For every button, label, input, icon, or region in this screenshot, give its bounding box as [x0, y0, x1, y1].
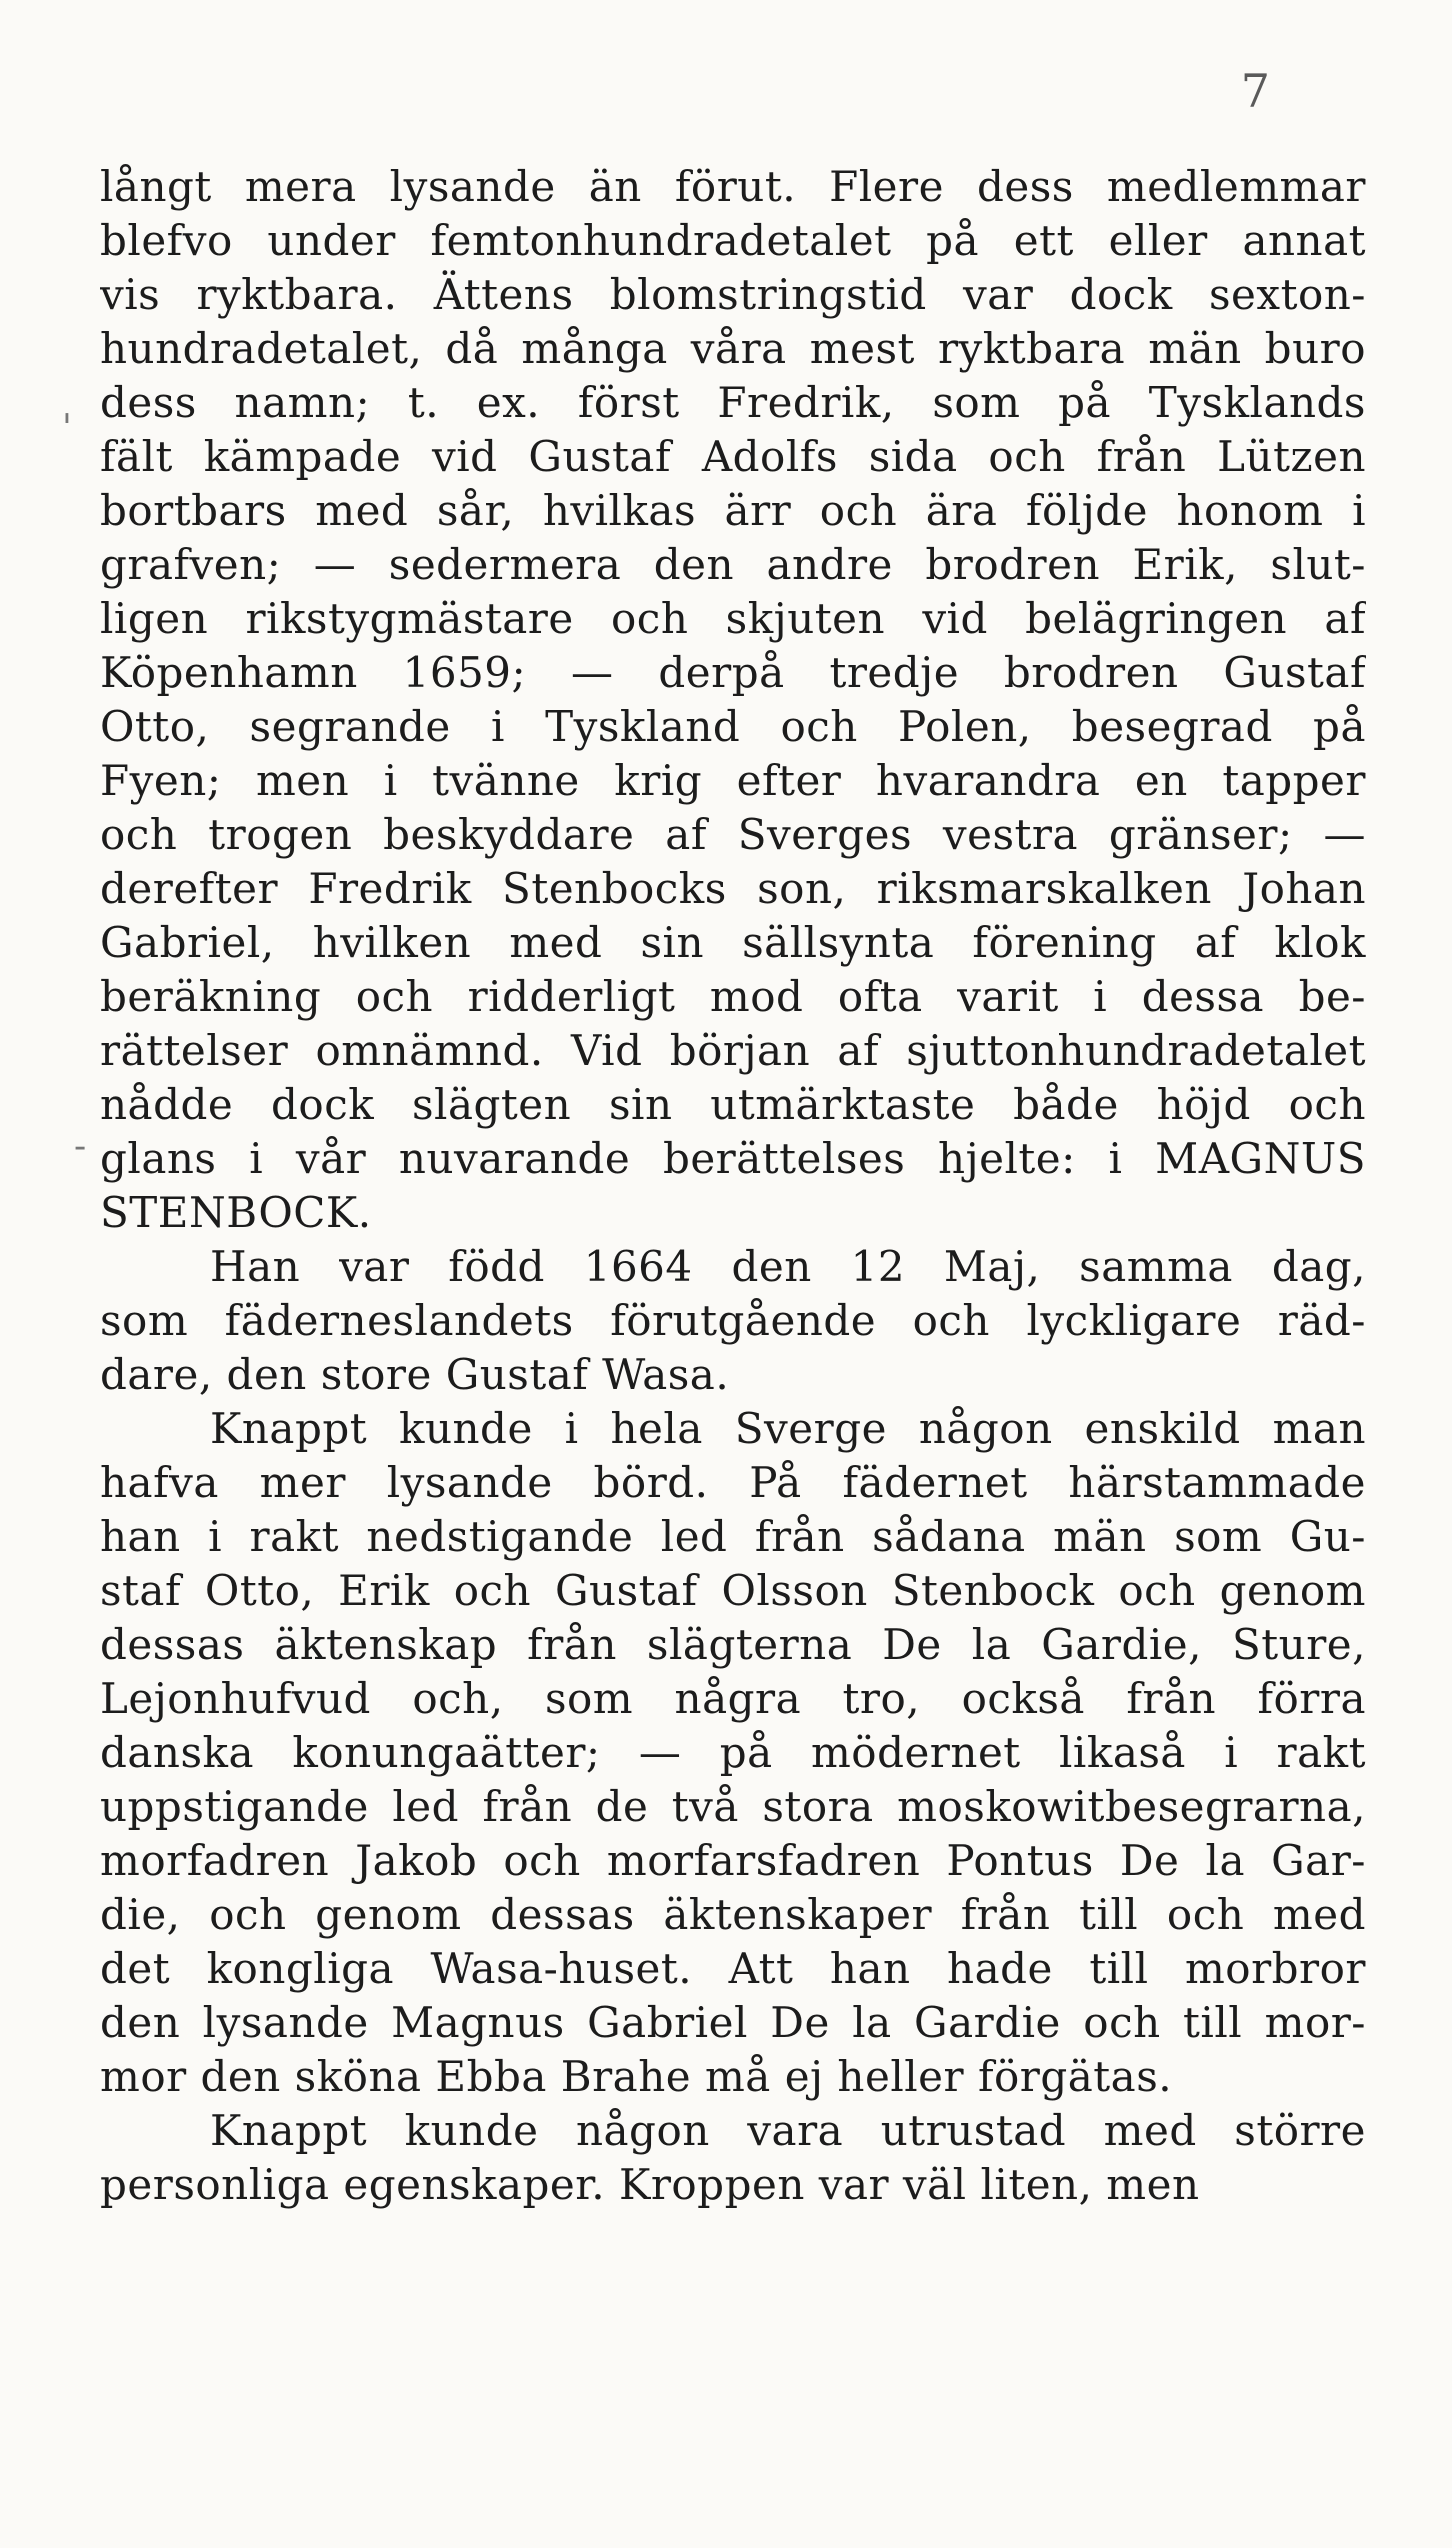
text-line: den lysande Magnus Gabriel De la Gardie och till mor-	[100, 1998, 1366, 2047]
text-line: danska konungaätter; — på mödernet likaså i rakt	[100, 1728, 1366, 1777]
text-line: dess namn; t. ex. först Fredrik, som på Tysklands	[100, 378, 1366, 427]
margin-mark: -	[74, 1126, 87, 1167]
text-line: vis ryktbara. Ättens blomstringstid var dock sexton-	[100, 270, 1366, 319]
text-line: ligen rikstygmästare och skjuten vid belägringen af	[100, 594, 1366, 643]
text-line: som fäderneslandets förutgående och lyckligare räd-	[100, 1296, 1366, 1345]
body-text	[100, 160, 1366, 2212]
text-line: personliga egenskaper. Kroppen var väl liten, men	[100, 2160, 1200, 2209]
text-line: bortbars med sår, hvilkas ärr och ära följde honom i	[100, 486, 1366, 535]
paragraph	[100, 1240, 1366, 1402]
page-number: 7	[1240, 64, 1270, 118]
text-line: blefvo under femtonhundradetalet på ett eller annat	[100, 216, 1366, 265]
text-line: och trogen beskyddare af Sverges vestra gränser; —	[100, 810, 1366, 859]
text-line: dare, den store Gustaf Wasa.	[100, 1350, 730, 1399]
text-line: rättelser omnämnd. Vid början af sjuttonhundradetalet	[100, 1026, 1366, 1075]
margin-mark: '	[62, 408, 72, 449]
text-line: Lejonhufvud och, som några tro, också från förra	[100, 1674, 1366, 1723]
text-line: Knappt kunde någon vara utrustad med större	[210, 2106, 1366, 2155]
text-line: Otto, segrande i Tyskland och Polen, besegrad på	[100, 702, 1366, 751]
text-line: Gabriel, hvilken med sin sällsynta förening af klok	[100, 918, 1366, 967]
text-line: mor den sköna Ebba Brahe må ej heller förgätas.	[100, 2052, 1173, 2101]
text-line: hundradetalet, då många våra mest ryktbara män buro	[100, 324, 1366, 373]
paragraph	[100, 160, 1366, 1240]
text-line: fält kämpade vid Gustaf Adolfs sida och från Lützen	[100, 432, 1366, 481]
text-line: han i rakt nedstigande led från sådana män som Gu-	[100, 1512, 1366, 1561]
text-line: die, och genom dessas äktenskaper från till och med	[100, 1890, 1366, 1939]
text-line: beräkning och ridderligt mod ofta varit i dessa be-	[100, 972, 1366, 1021]
text-line: Knappt kunde i hela Sverge någon enskild man	[210, 1404, 1366, 1453]
text-line: morfadren Jakob och morfarsfadren Pontus De la Gar-	[100, 1836, 1366, 1885]
text-line: staf Otto, Erik och Gustaf Olsson Stenbock och genom	[100, 1566, 1366, 1615]
paragraph	[100, 1402, 1366, 2104]
text-line: derefter Fredrik Stenbocks son, riksmarskalken Johan	[100, 864, 1366, 913]
text-line: hafva mer lysande börd. På fädernet härstammade	[100, 1458, 1366, 1507]
paragraph	[100, 2104, 1366, 2212]
text-line: dessas äktenskap från slägterna De la Gardie, Sture,	[100, 1620, 1366, 1669]
text-line: Köpenhamn 1659; — derpå tredje brodren Gustaf	[100, 648, 1366, 697]
text-line: grafven; — sedermera den andre brodren Erik, slut-	[100, 540, 1366, 589]
text-line: Fyen; men i tvänne krig efter hvarandra en tapper	[100, 756, 1366, 805]
text-line: uppstigande led från de två stora moskowitbesegrarna,	[100, 1782, 1366, 1831]
text-line: det kongliga Wasa-huset. Att han hade till morbror	[100, 1944, 1366, 1993]
text-line: långt mera lysande än förut. Flere dess medlemmar	[100, 162, 1366, 211]
text-line: Han var född 1664 den 12 Maj, samma dag,	[210, 1242, 1366, 1291]
text-line: nådde dock slägten sin utmärktaste både höjd och	[100, 1080, 1366, 1129]
text-line: glans i vår nuvarande berättelses hjelte: i MAGNUS	[100, 1134, 1366, 1183]
text-line: STENBOCK.	[100, 1188, 372, 1237]
